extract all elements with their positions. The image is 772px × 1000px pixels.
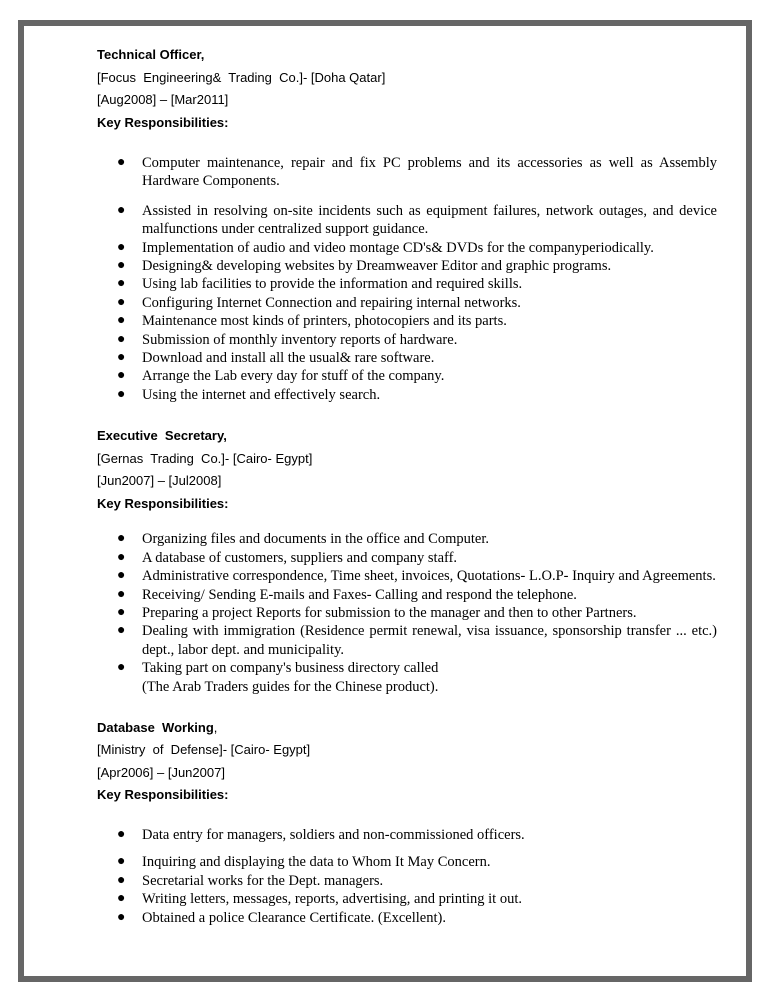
responsibilities-list [97,826,717,927]
list-item: ● Organizing files and documents in the office and Computer. [117,531,489,548]
list-item: ● Writing letters, messages, reports, advertising, and printing it out. [117,891,522,908]
list-item: ● Download and install all the usual& rare software. [117,350,435,367]
bullet-icon: ● [117,276,126,292]
job-company: [Gernas Trading Co.]- [Cairo- Egypt] [97,450,313,466]
job-title: Database Working [97,719,214,735]
bullet-icon: ● [117,891,126,907]
bullet-icon: ● [117,239,126,255]
key-responsibilities-label: Key Responsibilities: [97,787,229,803]
bullet-icon: ● [117,909,126,925]
job-title: Executive Secretary, [97,428,227,444]
job-dates: [Aug2008] – [Mar2011] [97,92,229,107]
job-dates: [Jun2007] – [Jul2008] [97,473,222,489]
bullet-icon: ● [117,623,126,639]
list-item: ● Implementation of audio and video montage CD's& DVDs for the companyperiodically. [117,239,654,256]
list-item: ● Dealing with immigration (Residence permit renewal, visa issuance, sponsorship transfer ... etc.) dept., labor dept. and municipality. [117,623,717,658]
list-item: ● Inquiring and displaying the data to Whom It May Concern. [117,854,491,871]
job-executive-secretary [97,425,717,696]
bullet-icon: ● [117,549,126,565]
bullet-icon: ● [117,350,126,366]
list-item: ● Submission of monthly inventory reports of hardware. [117,331,458,348]
responsibilities-list [97,154,717,404]
bullet-icon: ● [117,660,126,676]
bullet-icon: ● [117,155,126,170]
list-item: ● Computer maintenance, repair and fix PC problems and its accessories as well as Assembly Hardware Components. [117,155,717,190]
bullet-icon: ● [117,826,126,842]
bullet-icon: ● [117,386,126,402]
job-technical-officer [97,44,717,404]
bullet-icon: ● [117,872,126,888]
bullet-icon: ● [117,202,126,218]
bullet-icon: ● [117,258,126,274]
bullet-icon: ● [117,313,126,329]
key-responsibilities-label: Key Responsibilities: [97,114,229,130]
bullet-icon: ● [117,568,126,584]
list-item: ● Administrative correspondence, Time sheet, invoices, Quotations- L.O.P- Inquiry and Agreements. [117,568,716,585]
list-item: ● Using the internet and effectively search. [117,386,381,403]
list-item: ● Preparing a project Reports for submission to the manager and then to other Partners. [117,604,637,621]
key-responsibilities-label: Key Responsibilities: [97,495,229,511]
bullet-icon: ● [117,294,126,310]
resume-experience-section [97,44,717,927]
list-item: ● Assisted in resolving on-site incidents such as equipment failures, network outages, and device malfunctions under centralized support guidance. [117,202,717,238]
responsibilities-list [97,530,717,696]
bullet-icon: ● [117,331,126,347]
list-item: ● Receiving/ Sending E-mails and Faxes- Calling and respond the telephone. [117,586,577,603]
bullet-icon: ● [117,854,126,870]
job-dates: [Apr2006] – [Jun2007] [97,764,225,780]
bullet-icon: ● [117,531,126,547]
list-item: ● Taking part on company's business directory called (The Arab Traders guides for the Chinese product). [117,660,439,695]
list-item: ● Configuring Internet Connection and repairing internal networks. [117,294,521,311]
bullet-icon: ● [117,604,126,620]
list-item: ● Maintenance most kinds of printers, photocopiers and its parts. [117,313,507,330]
job-database-working [97,717,717,927]
bullet-icon: ● [117,368,126,384]
list-item: ● A database of customers, suppliers and company staff. [117,549,458,566]
job-title-suffix: , [213,719,218,735]
list-item: ● Designing& developing websites by Dreamweaver Editor and graphic programs. [117,258,612,275]
job-company: [Focus Engineering& Trading Co.]- [Doha Qatar] [97,69,386,85]
job-title-line [97,717,717,740]
list-item: ● Using lab facilities to provide the information and required skills. [117,276,523,293]
list-item: ● Obtained a police Clearance Certificate. (Excellent). [117,909,446,926]
job-company: [Ministry of Defense]- [Cairo- Egypt] [97,742,311,758]
job-title: Technical Officer, [97,47,205,62]
list-item: ● Secretarial works for the Dept. managers. [117,872,384,889]
list-item: ● Data entry for managers, soldiers and non-commissioned officers. [117,826,525,843]
bullet-icon: ● [117,586,126,602]
list-item: ● Arrange the Lab every day for stuff of the company. [117,368,445,385]
